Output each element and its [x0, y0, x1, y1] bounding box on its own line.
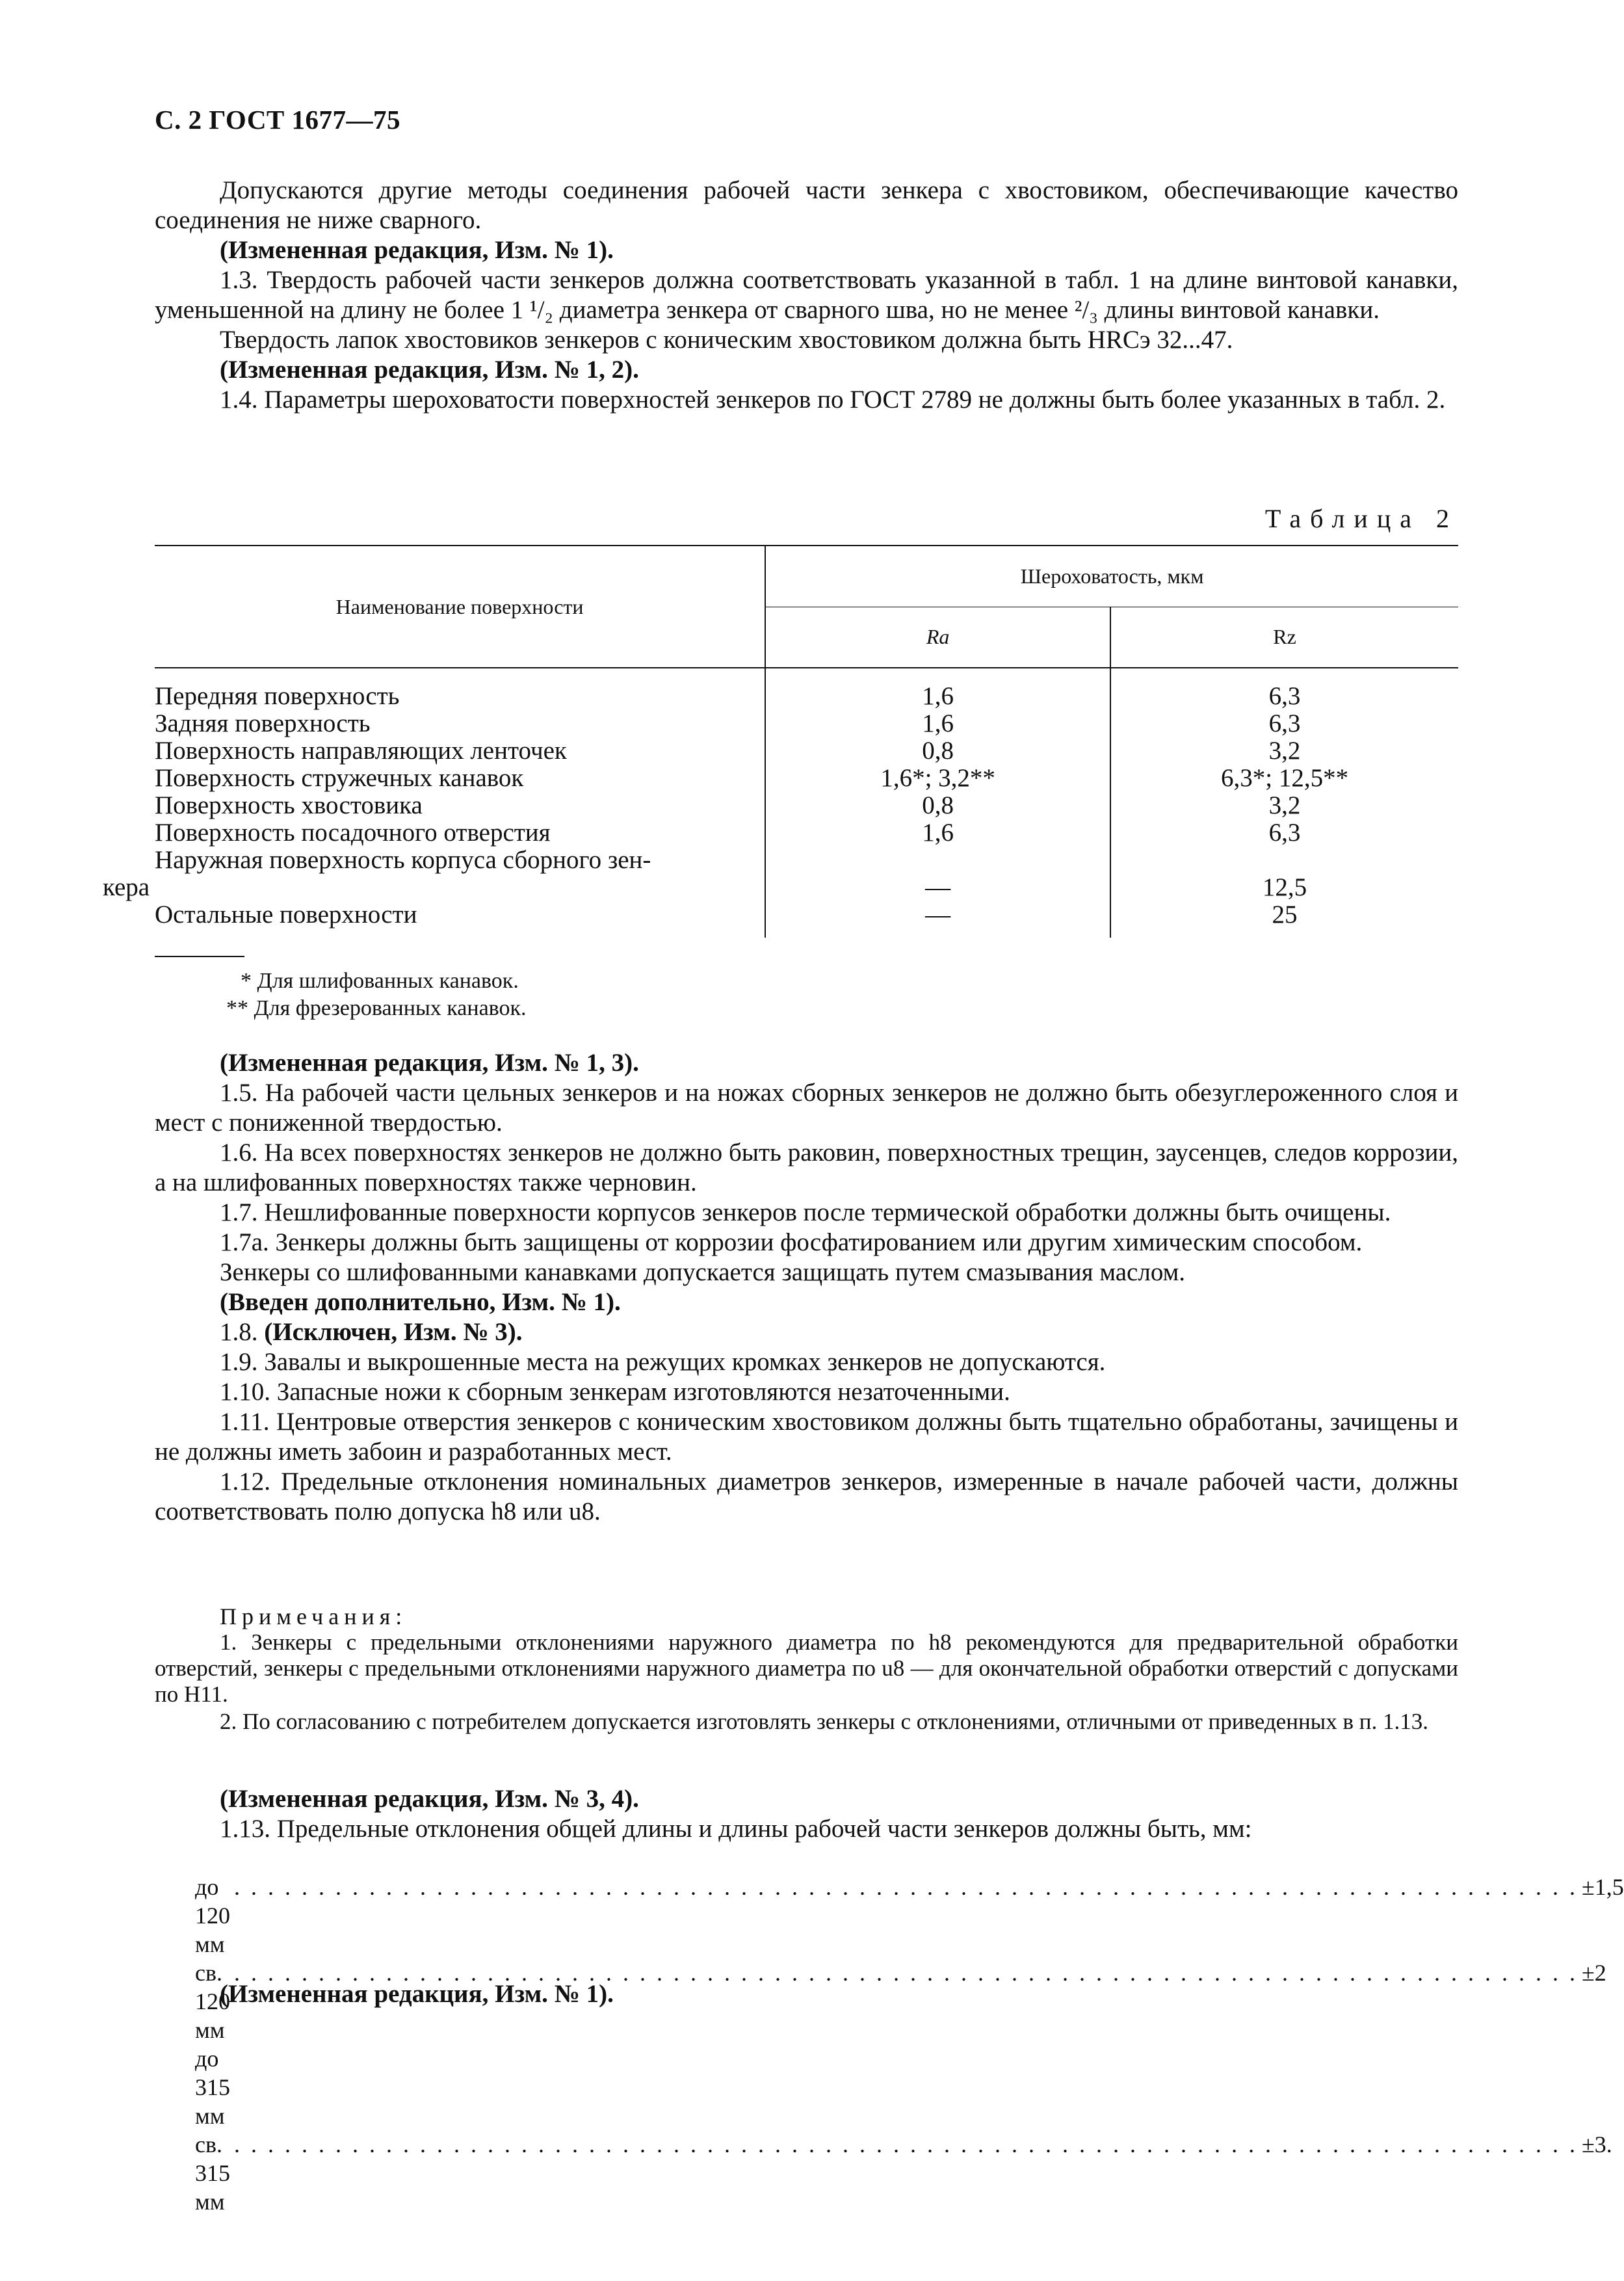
revision-note: (Измененная редакция, Изм. № 3, 4). [220, 1785, 639, 1813]
closing-revision-note: (Измененная редакция, Изм. № 1). [220, 1980, 614, 2008]
paragraph-1-4: 1.4. Параметры шероховатости поверхностей зенкеров по ГОСТ 2789 не должны быть более указанных в табл. 2. [220, 386, 1446, 414]
table-row: Поверхность посадочного отверстия 1,6 6,3 [155, 819, 1301, 847]
table-header-ra: Ra [765, 607, 1110, 668]
table-row: Поверхность направляющих ленточек 0,8 3,2 [155, 737, 1301, 765]
table-row: Поверхность хвостовика 0,8 3,2 [155, 791, 1301, 819]
row-label-line1: Наружная поверхность корпуса сборного зен- [155, 846, 651, 874]
paragraph-1-13: 1.13. Предельные отклонения общей длины и длины рабочей части зенкеров должны быть, мм: [220, 1815, 1252, 1843]
paragraph-1-5: 1.5. На рабочей части цельных зенкеров и на ножах сборных зенкеров не должно быть обезуглероженного слоя и мест с пониженной твердостью. [155, 1079, 1458, 1137]
table-row: Наружная поверхность корпуса сборного зен- кера — 12,5 [103, 846, 1307, 901]
paragraph-1-3: 1.3. Твердость рабочей части зенкеров должна соответствовать указанной в табл. 1 на длине винтовой канавки, уменьшенной на длину не более 1 ¹/₂ диаметра зенкера от сварного шва, но не менее ²/₃ длины винтовой канавки. [155, 266, 1458, 324]
table-row: Задняя поверхность 1,6 6,3 [155, 709, 1301, 737]
table-header-roughness: Шероховатость, мкм [765, 546, 1458, 607]
footnote-2: ** Для фрезерованных канавок. [226, 996, 527, 1020]
notes-title: Примечания: [220, 1603, 408, 1629]
table-row: Остальные поверхности — 25 [155, 901, 1458, 938]
paragraph-1-6: 1.6. На всех поверхностях зенкеров не должно быть раковин, поверхностных трещин, заусенцев, следов коррозии, а на шлифованных поверхностях также черновин. [155, 1139, 1458, 1196]
paragraph-joining-methods: Допускаются другие методы соединения рабочей части зенкера с хвостовиком, обеспечивающие качество соединения не ниже сварного. [155, 176, 1458, 234]
revision-note: (Измененная редакция, Изм. № 1). [220, 236, 614, 264]
notes-block [155, 1603, 1458, 1735]
revision-note: (Измененная редакция, Изм. № 1, 3). [220, 1049, 639, 1077]
table-header-surface: Наименование поверхности [155, 546, 765, 668]
note-1: 1. Зенкеры с предельными отклонениями наружного диаметра по h8 рекомендуются для предварительной обработки отверстий, зенкеры с предельными отклонениями наружного диаметра по u8 — для окончательной обработки отверстий с допусками по H11. [155, 1629, 1458, 1707]
table-row: Поверхность стружечных канавок 1,6*; 3,2** 6,3*; 12,5** [155, 764, 1349, 792]
row-label-line2: кера [103, 873, 150, 901]
length-limits-list [195, 1873, 1624, 2216]
footnote-rule [155, 956, 244, 957]
revision-note: (Введен дополнительно, Изм. № 1). [220, 1288, 621, 1316]
paragraph-1-8: 1.8. (Исключен, Изм. № 3). [220, 1318, 523, 1346]
paragraph-1-7: 1.7. Нешлифованные поверхности корпусов зенкеров после термической обработки должны быть очищены. [220, 1198, 1391, 1226]
page-header: С. 2 ГОСТ 1677—75 [155, 105, 401, 135]
paragraph-1-12: 1.12. Предельные отклонения номинальных диаметров зенкеров, измеренные в начале рабочей части, должны соответствовать полю допуска h8 или u8. [155, 1468, 1458, 1525]
note-2: 2. По согласованию с потребителем допускается изготовлять зенкеры с отклонениями, отличными от приведенных в п. 1.13. [220, 1709, 1428, 1734]
list-item: до 120 мм . . . . . . . . . . . . . . . . . . . . . . . . . . . . . . . . . . . . . . . . . . . . . . . . . . . . . . . . . . . . . . . . . . . . . . . . . . . . . . . . ±1,5 [195, 1874, 1624, 1957]
top-text-block [155, 176, 1458, 415]
table-header-rz: Rz [1110, 607, 1458, 668]
paragraph-1-11: 1.11. Центровые отверстия зенкеров с коническим хвостовиком должны быть тщательно обработаны, зачищены и не должны иметь забоин и разработанных мест. [155, 1408, 1458, 1466]
paragraph-oiling: Зенкеры со шлифованными канавками допускается защищать путем смазывания маслом. [220, 1258, 1186, 1286]
middle-text-block [155, 1048, 1458, 1527]
paragraph-1-10: 1.10. Запасные ножи к сборным зенкерам изготовляются незаточенными. [220, 1378, 1010, 1406]
revision-note: (Измененная редакция, Изм. № 1, 2). [220, 356, 639, 384]
table-row: Передняя поверхность 1,6 6,3 [155, 682, 1301, 710]
roughness-table [103, 545, 1458, 938]
paragraph-hardness-lugs: Твердость лапок хвостовиков зенкеров с коническим хвостовиком должна быть HRCэ 32...47. [220, 326, 1233, 354]
table-caption: Таблица 2 [1264, 504, 1458, 533]
list-item: св. 120 мм до 315 мм . . . . . . . . . . . . . . . . . . . . . . . . . . . . . . . . . . . . . . . . . . . . . . . . . . . . . . . . . . . . . . . . . . . . . . . . . . . . . . . . ±2 [195, 1960, 1606, 2129]
paragraph-1-7a: 1.7а. Зенкеры должны быть защищены от коррозии фосфатированием или другим химическим способом. [220, 1228, 1363, 1256]
footnote-1: * Для шлифованных канавок. [241, 969, 519, 993]
list-item: св. 315 мм . . . . . . . . . . . . . . . . . . . . . . . . . . . . . . . . . . . . . . . . . . . . . . . . . . . . . . . . . . . . . . . . . . . . . . . . . . . . . . . . ±3. [195, 2131, 1612, 2215]
end-text-block [155, 1784, 1458, 1844]
paragraph-1-9: 1.9. Завалы и выкрошенные места на режущих кромках зенкеров не допускаются. [220, 1348, 1106, 1376]
